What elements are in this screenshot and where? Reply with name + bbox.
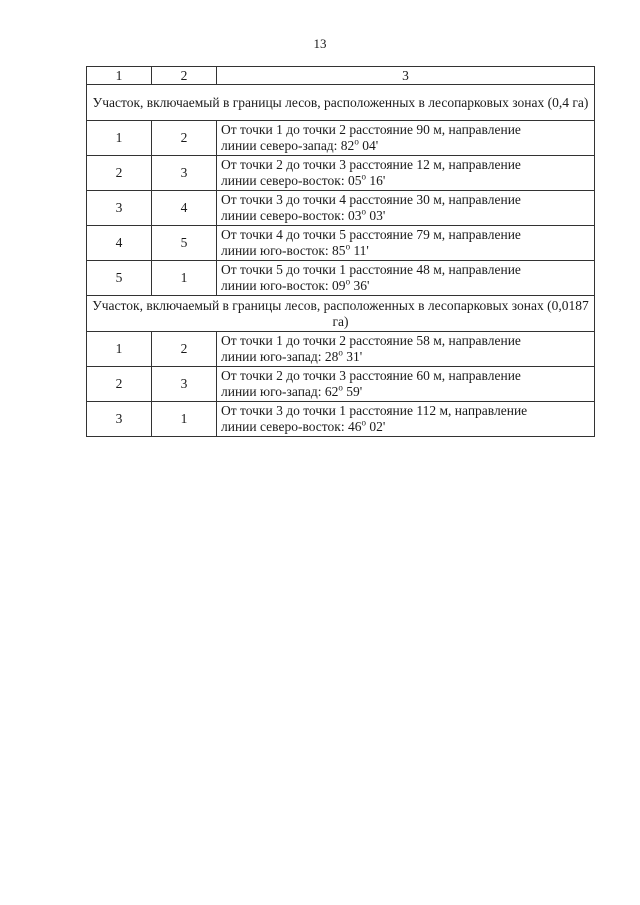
angle-minutes: 59': [342, 384, 363, 399]
page-number: 13: [313, 36, 327, 51]
point-from-cell: 1: [87, 332, 152, 367]
point-from-cell: 2: [87, 156, 152, 191]
description-cell: [217, 261, 595, 296]
point-from-cell: 1: [87, 121, 152, 156]
table-row: [87, 402, 595, 437]
description-line-1: От точки 1 до точки 2 расстояние 90 м, направление: [221, 122, 521, 137]
table-row: [87, 156, 595, 191]
point-from-cell: 5: [87, 261, 152, 296]
angle-minutes: 36': [350, 278, 370, 293]
table-header-row: [87, 67, 595, 85]
point-to-cell: 2: [152, 121, 217, 156]
description-line-1: От точки 4 до точки 5 расстояние 79 м, направление: [221, 227, 521, 242]
point-from-cell: 3: [87, 191, 152, 226]
table-row: [87, 332, 595, 367]
point-to-cell: 1: [152, 261, 217, 296]
table-row: [87, 191, 595, 226]
column-header-3: 3: [217, 67, 595, 85]
description-cell: [217, 191, 595, 226]
point-from-cell: 2: [87, 367, 152, 402]
degree-mark: о: [354, 136, 359, 147]
description-line-1: От точки 2 до точки 3 расстояние 12 м, направление: [221, 157, 521, 172]
description-line-2: линии северо-запад: 82: [221, 138, 355, 153]
description-cell: [217, 156, 595, 191]
degree-mark: о: [361, 417, 366, 428]
description-line-1: От точки 3 до точки 1 расстояние 112 м, направление: [221, 403, 528, 418]
angle-minutes: 03': [365, 208, 386, 223]
point-to-cell: 4: [152, 191, 217, 226]
description-cell: [217, 226, 595, 261]
description-line-2: линии северо-восток: 46: [221, 419, 362, 434]
table-row: [87, 121, 595, 156]
point-from-cell: 4: [87, 226, 152, 261]
angle-minutes: 16': [365, 173, 386, 188]
description-cell: [217, 332, 595, 367]
table-row: [87, 367, 595, 402]
point-from-cell: 3: [87, 402, 152, 437]
point-to-cell: 2: [152, 332, 217, 367]
degree-mark: о: [338, 382, 343, 393]
table-row: [87, 261, 595, 296]
degree-mark: о: [345, 241, 351, 252]
description-cell: [217, 367, 595, 402]
description-line-2: линии юго-запад: 62: [221, 384, 339, 399]
description-cell: [217, 402, 595, 437]
degree-mark: о: [338, 347, 343, 358]
description-line-1: От точки 5 до точки 1 расстояние 48 м, направление: [221, 262, 521, 277]
column-header-1: 1: [87, 67, 152, 85]
section-title: Участок, включаемый в границы лесов, расположенных в лесопарковых зонах (0,4 га): [87, 85, 595, 121]
description-line-1: От точки 1 до точки 2 расстояние 58 м, направление: [221, 333, 521, 348]
point-to-cell: 1: [152, 402, 217, 437]
description-line-2: линии юго-запад: 28: [221, 349, 339, 364]
description-line-2: линии северо-восток: 03: [221, 208, 362, 223]
degree-mark: о: [361, 206, 366, 217]
description-line-1: От точки 3 до точки 4 расстояние 30 м, направление: [221, 192, 521, 207]
section-title-row: [87, 85, 595, 121]
angle-minutes: 11': [350, 243, 369, 258]
description-line-2: линии юго-восток: 85: [221, 243, 346, 258]
section-title: Участок, включаемый в границы лесов, расположенных в лесопарковых зонах (0,0187 га): [87, 296, 595, 332]
angle-minutes: 04': [358, 138, 379, 153]
degree-mark: о: [345, 276, 351, 287]
point-to-cell: 3: [152, 156, 217, 191]
description-cell: [217, 121, 595, 156]
angle-minutes: 02': [365, 419, 386, 434]
point-to-cell: 3: [152, 367, 217, 402]
point-to-cell: 5: [152, 226, 217, 261]
table-row: [87, 226, 595, 261]
section-title-row: [87, 296, 595, 332]
degree-mark: о: [361, 171, 366, 182]
description-line-1: От точки 2 до точки 3 расстояние 60 м, направление: [221, 368, 521, 383]
column-header-2: 2: [152, 67, 217, 85]
angle-minutes: 31': [342, 349, 363, 364]
boundary-table: [86, 66, 595, 437]
description-line-2: линии северо-восток: 05: [221, 173, 362, 188]
description-line-2: линии юго-восток: 09: [221, 278, 346, 293]
